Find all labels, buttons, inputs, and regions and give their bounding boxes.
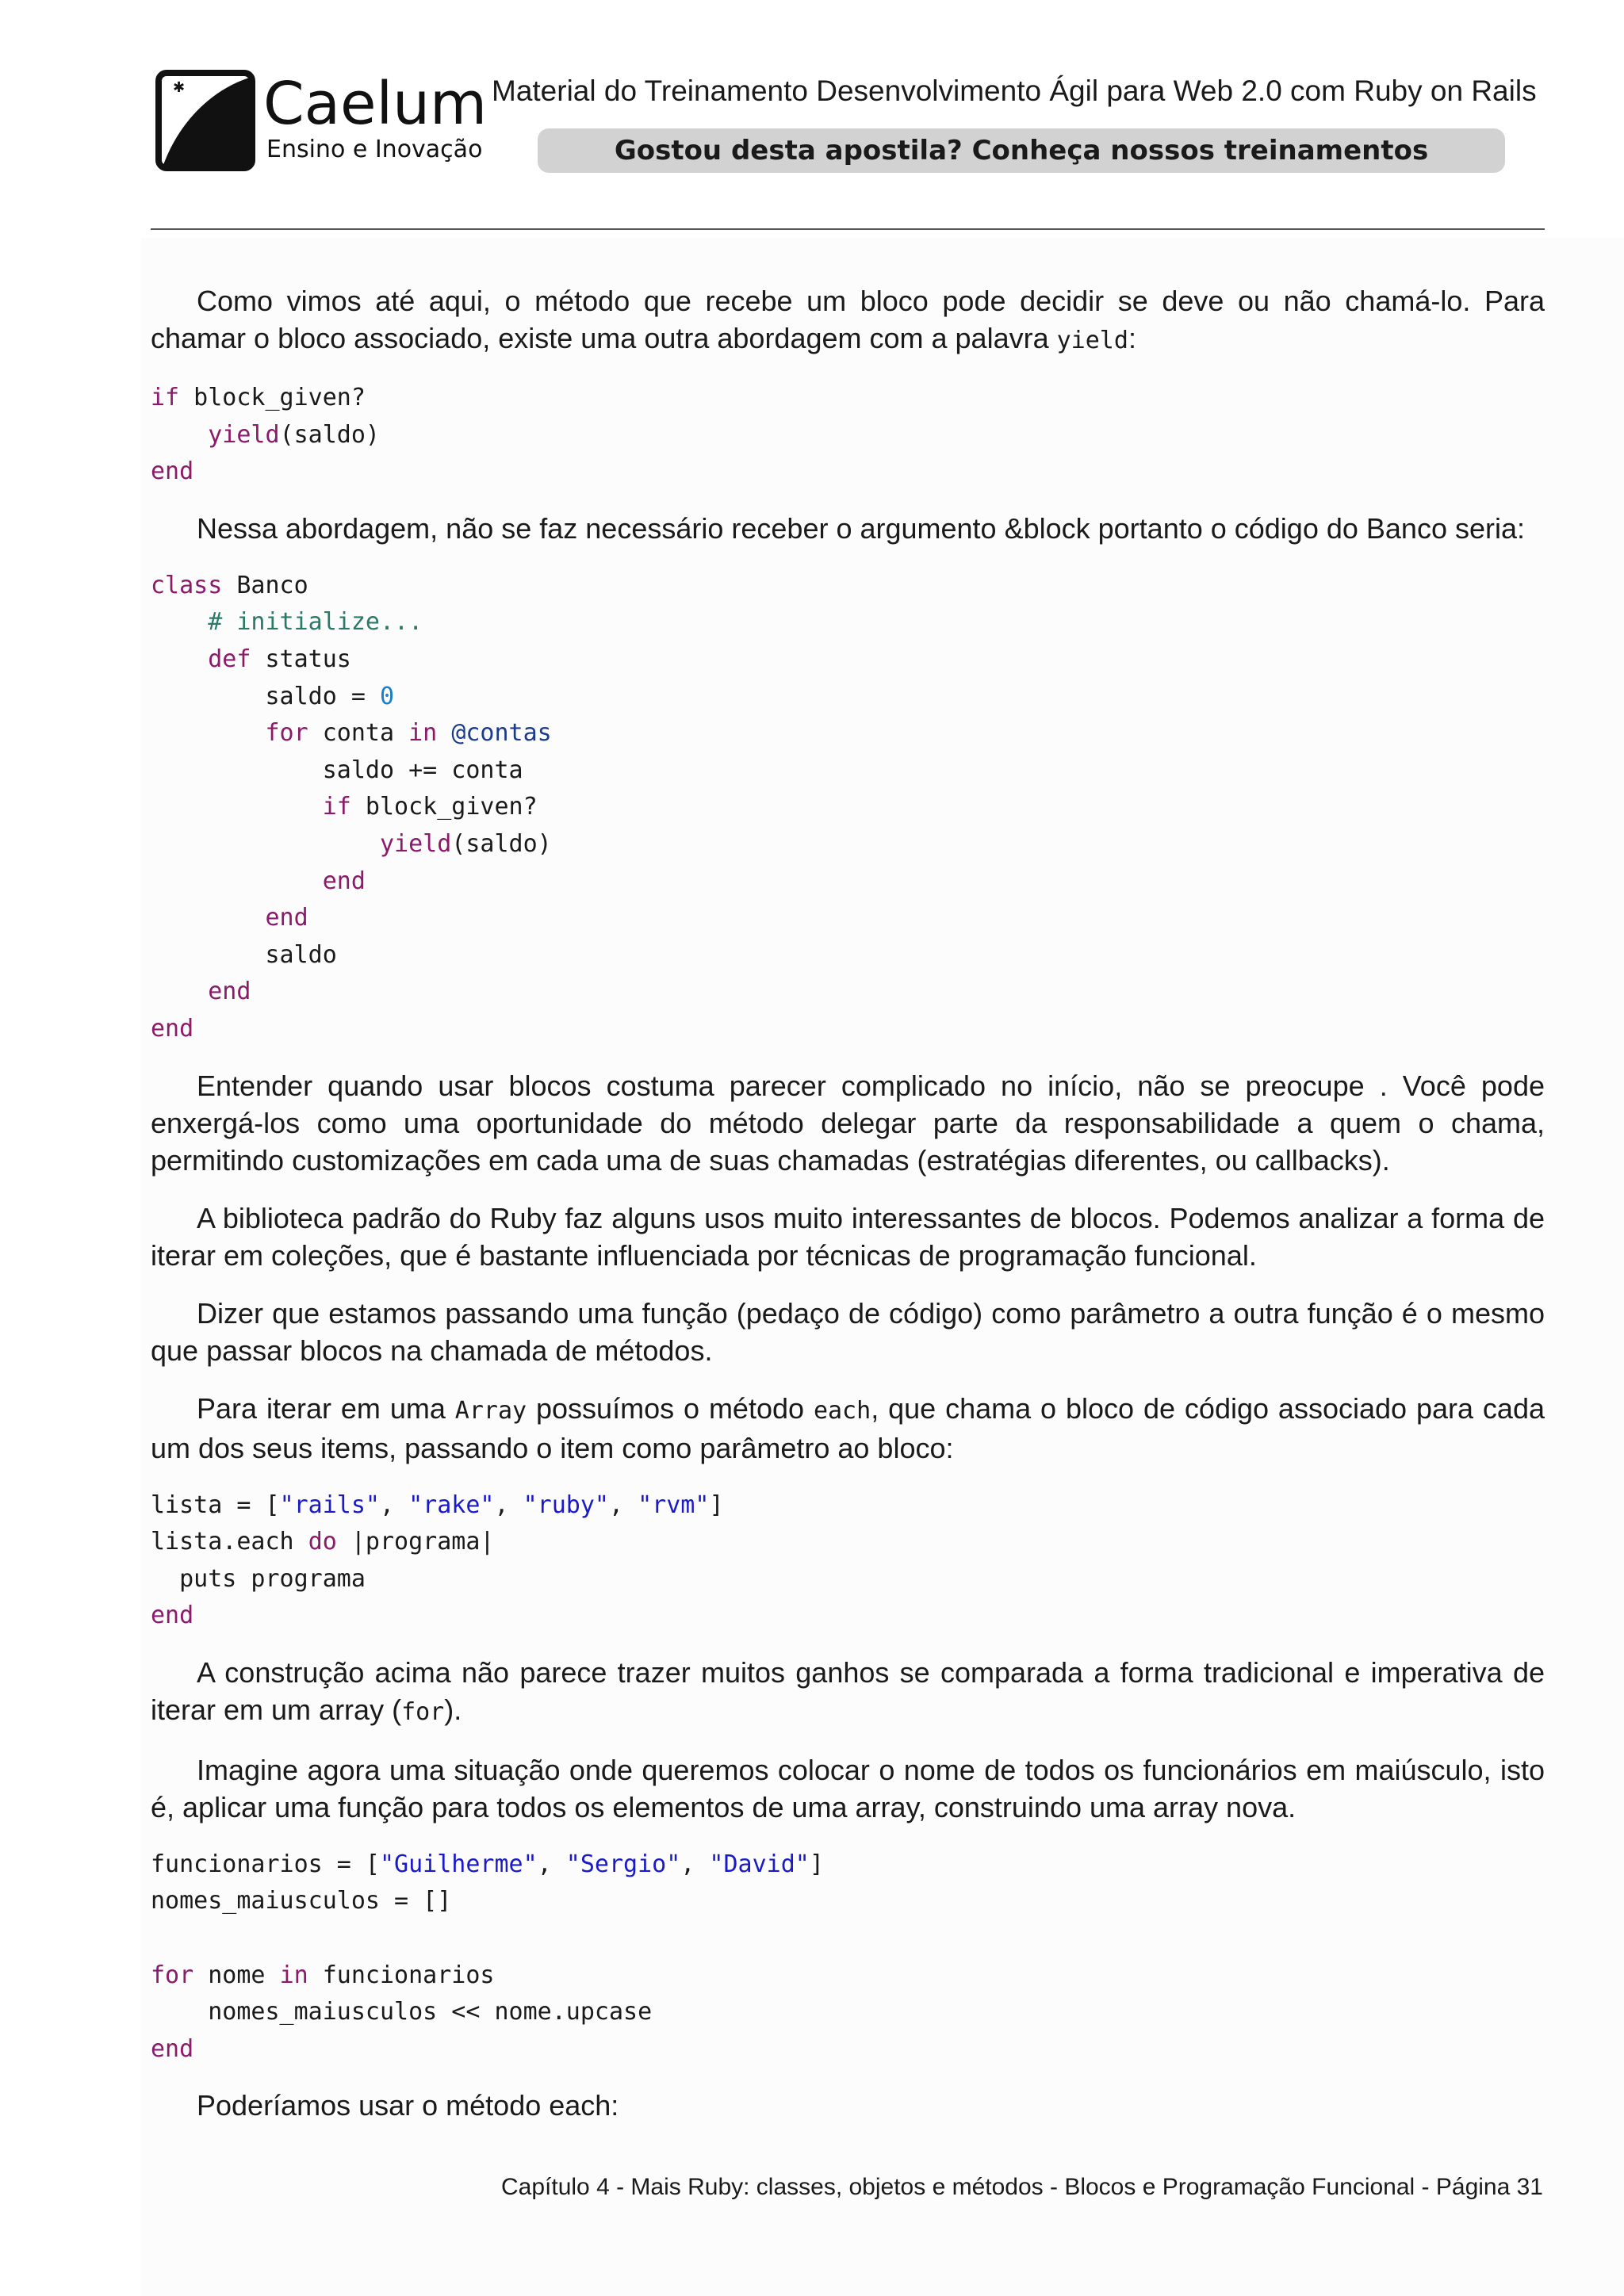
code-block (151, 568, 1545, 1048)
paragraph: Como vimos até aqui, o método que recebe um bloco pode decidir se deve ou não chamá-lo. Para chamar o bloco associado, existe uma outra abordagem com a palavra yield: (151, 285, 1545, 354)
logo-tagline: Ensino e Inovação (266, 136, 483, 163)
paragraph: Imagine agora uma situação onde queremos colocar o nome de todos os funcionários em maiúsculo, isto é, aplicar uma função para todos os elementos de uma array, construindo uma array nova. (151, 1753, 1545, 1823)
code-line: nomes_maiusculos = [] (151, 1887, 452, 1915)
code-line: end (265, 904, 308, 932)
code-line: end (151, 1014, 194, 1043)
code-line: if block_given? (322, 793, 538, 821)
inline-code: each (813, 1396, 871, 1425)
code-block (151, 1846, 1545, 2068)
code-line: # initialize... (208, 608, 423, 637)
paragraph: Poderíamos usar o método each: (197, 2089, 619, 2122)
code-line: yield(saldo) (379, 829, 552, 858)
paragraph: A construção acima não parece trazer muitos ganhos se comparada a forma tradicional e imperativa de iterar em um array (for). (151, 1655, 1545, 1726)
code-line: puts programa (151, 1564, 366, 1593)
paragraph: Dizer que estamos passando uma função (pedaço de código) como parâmetro a outra função é o mesmo que passar blocos na chamada de métodos. (151, 1296, 1545, 1367)
code-line: for conta in @contas (265, 719, 552, 748)
paragraph: Entender quando usar blocos costuma parecer complicado no início, não se preocupe . Você pode enxergá-los como uma oportunidade do método delegar parte da responsabilidade a quem o chama, permitindo customizações em cada uma de suas chamadas (estratégias diferentes, ou callbacks). (151, 1069, 1545, 1177)
code-line: end (151, 1601, 194, 1630)
code-block (151, 1487, 1545, 1635)
code-line: saldo (151, 940, 337, 969)
code-line: funcionarios = ["Guilherme", "Sergio", "David"] (151, 1850, 824, 1878)
code-line: lista.each do |programa| (151, 1528, 495, 1556)
code-line: lista = ["rails", "rake", "ruby", "rvm"] (151, 1490, 724, 1519)
code-line: end (322, 867, 366, 895)
logo-name: Caelum (263, 70, 488, 138)
page-footer: Capítulo 4 - Mais Ruby: classes, objetos e métodos - Blocos e Programação Funcional - Página 31 (501, 2174, 1543, 2200)
code-line: for nome in funcionarios (151, 1961, 495, 1989)
inline-code: for (401, 1697, 445, 1726)
code-line: nomes_maiusculos << nome.upcase (151, 1998, 653, 2026)
code-line: saldo += conta (151, 756, 523, 784)
inline-code: Array (454, 1396, 527, 1425)
header-title: Material do Treinamento Desenvolvimento Ágil para Web 2.0 com Ruby on Rails (492, 75, 1537, 107)
code-line: end (151, 2034, 194, 2063)
code-line: end (208, 978, 251, 1006)
paragraph: Nessa abordagem, não se faz necessário receber o argumento &block portanto o código do Banco seria: (197, 511, 1526, 545)
paragraph: Para iterar em uma Array possuímos o método each, que chama o bloco de código associado para cada um dos seus items, passando o item como parâmetro ao bloco: (151, 1391, 1545, 1464)
svg-text:✱: ✱ (173, 79, 186, 96)
promo-banner-link[interactable]: Gostou desta apostila? Conheça nossos treinamentos (538, 128, 1505, 173)
code-line: class Banco (151, 571, 308, 599)
page-content (151, 282, 1545, 2145)
code-line: yield(saldo) (208, 420, 380, 449)
header-divider (151, 228, 1545, 230)
paragraph: A biblioteca padrão do Ruby faz alguns usos muito interessantes de blocos. Podemos analizar a forma de iterar em coleções, que é bastante influenciada por técnicas de programação funcional. (151, 1201, 1545, 1272)
code-block (151, 380, 1545, 491)
code-line: def status (208, 645, 351, 673)
code-line: end (151, 457, 194, 486)
inline-code: yield (1056, 327, 1128, 354)
caelum-logo (155, 67, 488, 178)
code-line: if block_given? (151, 384, 366, 411)
code-line: saldo = 0 (151, 682, 395, 710)
